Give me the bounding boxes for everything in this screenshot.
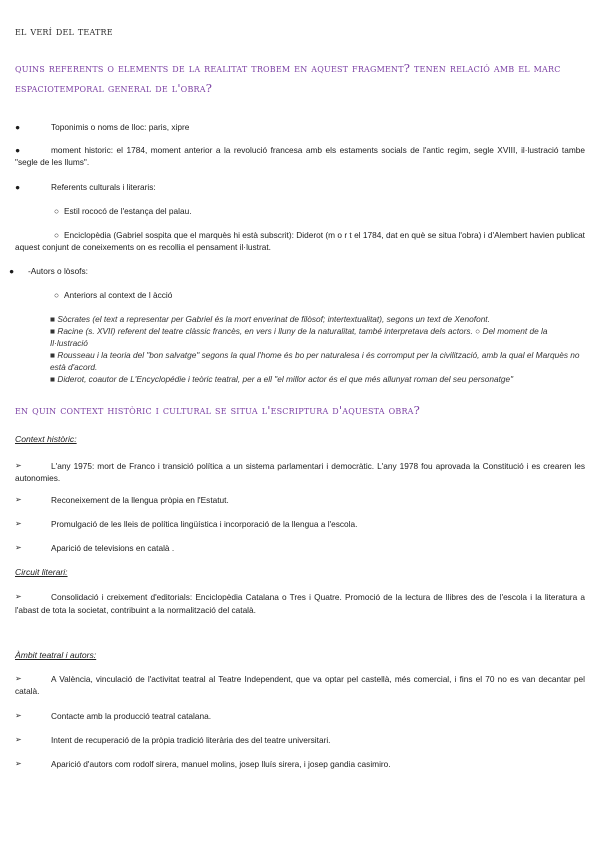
- circle-bullet-icon: ○: [54, 290, 60, 300]
- ambit-header: Àmbit teatral i autors:: [15, 650, 97, 660]
- list-item-text: Reconeixement de la llengua pròpia en l'Estatut.: [51, 495, 229, 505]
- square-item: [50, 349, 585, 373]
- square-item: [50, 325, 585, 349]
- circle-bullet-icon: ○: [54, 230, 60, 240]
- square-bullet-icon: ■: [50, 314, 56, 324]
- bullet-icon: ●: [15, 122, 21, 132]
- list-item-text: Toponimis o noms de lloc: paris, xipre: [51, 122, 190, 132]
- square-bullet-icon: ■: [50, 350, 56, 360]
- arrow-icon: ➢: [15, 495, 22, 504]
- arrow-icon: ➢: [15, 674, 22, 683]
- square-bullet-icon: ■: [50, 326, 56, 336]
- square-item-text: Sòcrates (el text a representar per Gabriel és la mort enverinat de filòsof; intertextualitat), segons un text de Xenofont.: [57, 314, 490, 324]
- list-item-text: Promulgació de les lleis de política lingüística i incorporació de la llengua a l'escola.: [51, 519, 358, 529]
- square-item: [50, 373, 585, 385]
- square-bullet-icon: ■: [50, 374, 56, 384]
- sub-item-text: Estil rococó de l'estança del palau.: [64, 206, 192, 216]
- list-item-text: Aparició d'autors com rodolf sirera, manuel molins, josep lluís sirera, i josep gandia casimiro.: [51, 759, 391, 769]
- arrow-icon: ➢: [15, 461, 22, 470]
- list-item-text: A València, vinculació de l'activitat teatral al Teatre Independent, que va optar pel castellà, més comercial, i fins el 70 no es van decantar pel català.: [15, 674, 585, 696]
- square-item-text: Racine (s. XVII) referent del teatre clàssic francès, en vers i lluny de la naturalitat, també interpretava dels actors. ○ Del moment de la Il·lustració: [50, 326, 548, 348]
- circuit-header: Circuit literari:: [15, 567, 68, 577]
- bullet-icon: ●: [9, 266, 15, 276]
- list-item-text: Referents culturals i literaris:: [51, 182, 156, 192]
- square-item: [50, 313, 585, 325]
- arrow-icon: ➢: [15, 711, 22, 720]
- list-item-text: -Autors o lòsofs:: [28, 266, 88, 276]
- arrow-icon: ➢: [15, 543, 22, 552]
- sub-item-text: Anteriors al context de l àcció: [64, 290, 173, 300]
- circle-bullet-icon: ○: [54, 206, 60, 216]
- context-header: Context històric:: [15, 434, 77, 444]
- sub-item-text: Enciclopèdia (Gabriel sospita que el marquès hi està subscrit): Diderot (m o r t el 1784, dat en què se situa l'obra) i d'Alembert havien publicat aquest conjunt de coneixements on es recollia el pensament il·lustrat.: [15, 230, 585, 252]
- list-item-text: Intent de recuperació de la pròpia tradició literària des del teatre universitari.: [51, 735, 331, 745]
- list-item-text: Consolidació i creixement d'editorials: Enciclopèdia Catalana o Tres i Quatre. Promoció de la lectura de llibres des de l'escola i la literatura a l'abast de tota la societat, contribuint a la normalització del català.: [15, 592, 585, 615]
- square-item-text: Diderot, coautor de L'Encyclopédie i teòric teatral, per a ell "el millor actor és el que més allunyat roman del seu personatge": [57, 374, 514, 384]
- arrow-icon: ➢: [15, 519, 22, 528]
- arrow-icon: ➢: [15, 592, 22, 601]
- bullet-icon: ●: [15, 145, 21, 155]
- list-item-text: moment historic: el 1784, moment anterior a la revolució francesa amb els estaments socials de l'antic regim, segle XVIII, il·lustració tambe "segle de les llums".: [15, 145, 585, 167]
- question-1: quins referents o elements de la realitat trobem en aquest fragment? tenen relació amb el marc espaciotemporal general de l'obra?: [15, 61, 561, 95]
- arrow-icon: ➢: [15, 759, 22, 768]
- question-2: en quin context històric i cultural se situa l'escriptura d'aquesta obra?: [15, 403, 421, 417]
- list-item-text: Aparició de televisions en català .: [51, 543, 175, 553]
- list-item-text: L'any 1975: mort de Franco i transició política a un sistema parlamentari i democràtic. L'any 1978 fou aprovada la Constitució i es crearen les autonomies.: [15, 461, 585, 483]
- document-title: el verí del teatre: [15, 24, 113, 38]
- bullet-icon: ●: [15, 182, 21, 192]
- arrow-icon: ➢: [15, 735, 22, 744]
- square-item-text: Rousseau i la teoria del "bon salvatge" segons la qual l'home és bo per naturalesa i és corromput per la civilització, amb la qual el Marquès no està d'acord.: [50, 350, 580, 372]
- list-item-text: Contacte amb la producció teatral catalana.: [51, 711, 212, 721]
